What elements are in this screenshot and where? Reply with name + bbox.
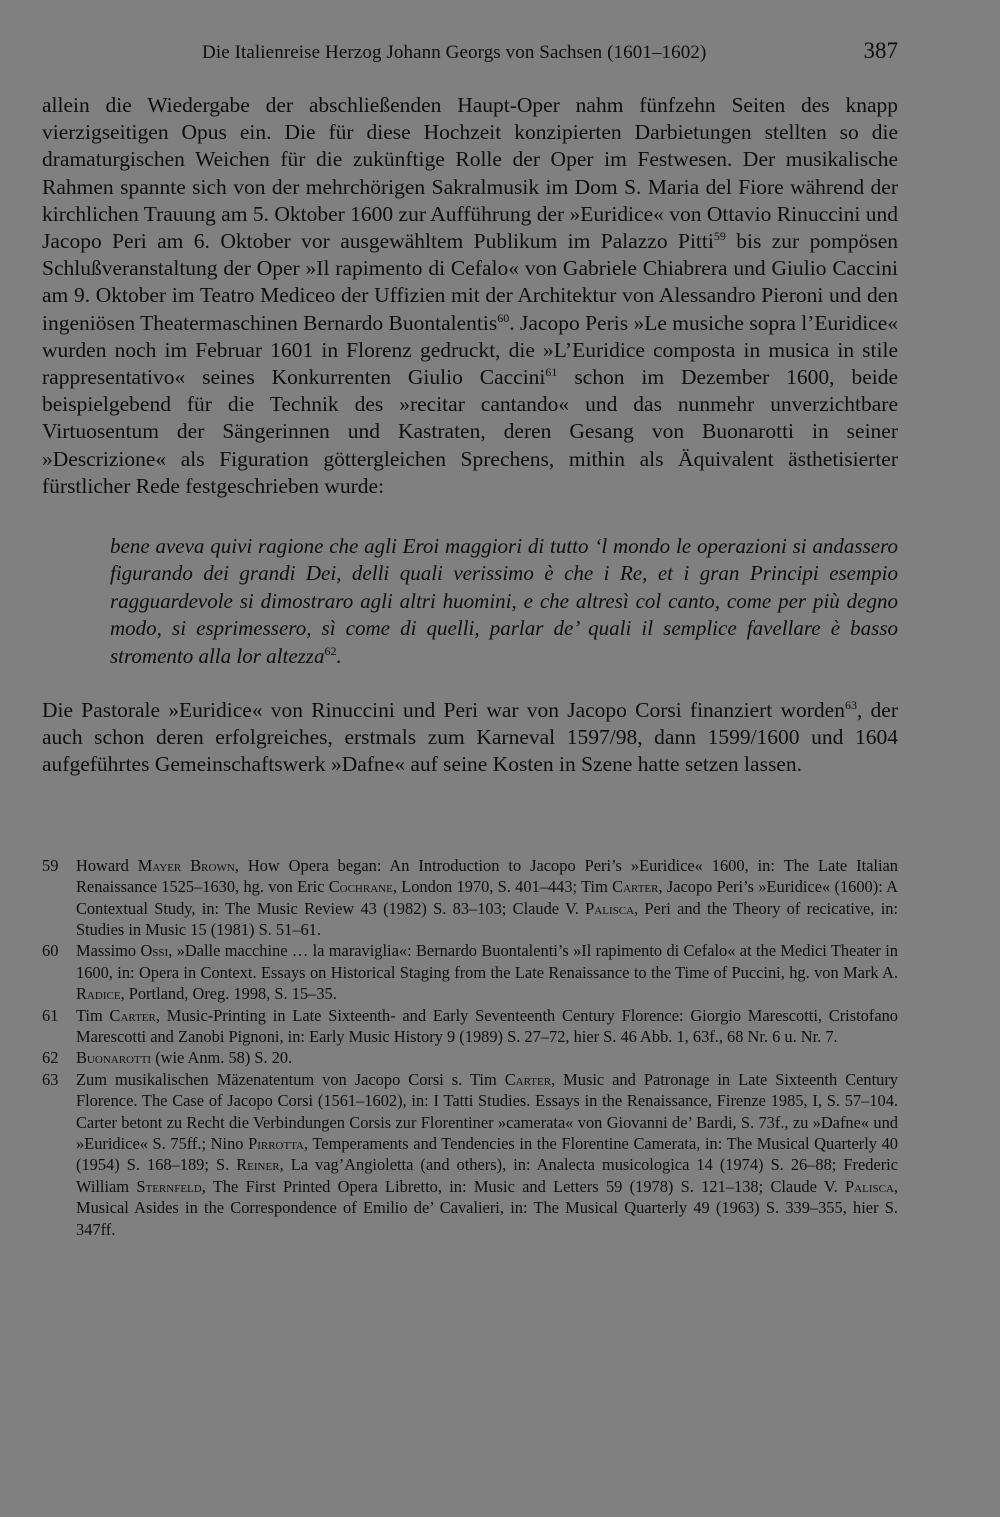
footnote-62	[42, 1047, 898, 1068]
paragraph-1-text-b: bis zur pompösen Schlußveranstaltung der Oper »Il rapimento di Cefalo« von Gabriele Chiabrera und Giulio Caccini am 9. Oktober im Teatro Mediceo der Uffizien mit der Architektur von Alessandro Pieroni und den ingeniösen Theatermaschinen Bernardo Buontalentis	[42, 229, 898, 335]
running-head-title: Die Italienreise Herzog Johann Georgs von Sachsen (1601–1602)	[202, 42, 707, 63]
author-name: Mayer Brown	[137, 855, 235, 875]
author-name: Pirrotta	[248, 1133, 304, 1153]
author-name: Reiner	[236, 1155, 280, 1175]
paragraph-1-text-a: allein die Wiedergabe der abschließenden Haupt-Oper nahm fünfzehn Seiten des knapp vierzigseitigen Opus ein. Die für diese Hochzeit konzipierten Darbietungen stellten so die dramaturgischen Weichen für die zukünftige Rolle der Oper im Festwesen. Der musikalische Rahmen spannte sich von der mehrchörigen Sakralmusik im Dom S. Maria del Fiore während der kirchlichen Trauung am 5. Oktober 1600 zur Aufführung der »Euridice« von Ottavio Rinuccini und Jacopo Peri am 6. Oktober vor ausgewähltem Publikum im Palazzo Pitti	[42, 93, 898, 254]
fn-text-part: , Portland, Oreg. 1998, S. 15–35.	[120, 984, 337, 1004]
footnote-text	[76, 1069, 898, 1240]
fn-text-part: Zum musikalischen Mäzenatentum von Jacopo Corsi s. Tim	[76, 1069, 505, 1089]
fn-text-part: Tim	[76, 1005, 110, 1025]
author-name: Sternfeld	[136, 1176, 202, 1196]
author-name: Radice	[76, 984, 121, 1004]
footnotes	[42, 855, 898, 1240]
author-name: Buonarotti	[76, 1048, 152, 1068]
paragraph-2-text-a: Die Pastorale »Euridice« von Rinuccini und Peri war von Jacopo Corsi finanziert worden	[42, 698, 845, 723]
fn-text-part: Howard	[76, 855, 138, 875]
footnote-number: 60	[42, 941, 59, 961]
fn-text-part: , Peri and the Theory of recicative, in: Studies in Music 15 (1981) S. 51–61.	[76, 898, 898, 939]
footnote-text	[76, 940, 898, 1004]
paragraph-2	[42, 697, 898, 779]
quote-end: .	[336, 643, 342, 668]
block-quote	[110, 533, 898, 670]
footnote-text	[76, 1047, 898, 1068]
fn-text-part: (wie Anm. 58) S. 20.	[151, 1048, 293, 1068]
author-name: Carter	[612, 877, 659, 897]
fn-text-part: , Temperaments and Tendencies in the Florentine Camerata, in: The Musical Quarterly 40 (1954) S. 168–189; S.	[76, 1133, 898, 1175]
footnote-61	[42, 1005, 898, 1048]
fn-text-part: Massimo	[76, 941, 141, 961]
author-name: Palisca	[845, 1176, 894, 1196]
fn-text-part: , Music and Patronage in Late Sixteenth Century Florence. The Case of Jacopo Corsi (1561–1602), in: I Tatti Studies. Essays in the Renaissance, Firenze 1985, I, S. 57–104. Carter betont zu Recht die Verbindungen Corsis zur Florentiner »camerata« von Giovanni de’ Bardi, S. 73f., zu »Dafne« und »Euridice« S. 75ff.; Nino	[76, 1069, 898, 1153]
paragraph-1-text-d: schon im Dezember 1600, beide beispielgebend für die Technik des »recitar cantando« und das nunmehr unverzichtbare Virtuosentum der Sängerinnen und Kastraten, deren Gesang von Buonarotti in seiner »Descrizione« als Figuration göttergleichen Sprechens, mithin als Äquivalent ästhetisierter fürstlicher Rede festgeschrieben wurde:	[42, 365, 899, 498]
fn-text-part: , How Opera began: An Introduction to Jacopo Peri’s »Euridice« 1600, in: The Late Italian Renaissance 1525–1630, hg. von Eric	[76, 855, 898, 897]
fn-text-part: , The First Printed Opera Libretto, in: Music and Letters 59 (1978) S. 121–138; Claude V.	[201, 1176, 846, 1196]
page	[42, 38, 898, 1240]
footnote-text	[76, 1005, 898, 1048]
note-ref-59: 59	[713, 228, 726, 243]
author-name: Cochrane	[328, 877, 393, 897]
fn-text-part: , Musical Asides in the Correspondence of Emilio de’ Cavalieri, in: The Musical Quarterly 49 (1963) S. 339–355, hier S. 347ff.	[76, 1176, 898, 1239]
author-name: Palisca	[585, 898, 635, 918]
footnote-number: 59	[42, 855, 59, 875]
note-ref-62: 62	[324, 643, 337, 658]
paragraph-2-text-b: , der auch schon deren erfolgreiches, erstmals zum Karneval 1597/98, dann 1599/1600 und 1604 aufgeführtes Gemeinschaftswerk »Dafne« auf seine Kosten in Szene hatte setzen lassen.	[42, 698, 898, 777]
note-ref-61: 61	[545, 364, 558, 379]
author-name: Ossi	[140, 941, 169, 961]
body-text	[42, 92, 898, 500]
fn-text-part: , Music-Printing in Late Sixteenth- and Early Seventeenth Century Florence: Giorgio Marescotti, Cristofano Marescotti and Zanobi Pignoni, in: Early Music History 9 (1989) S. 27–72, hier S. 46 Abb. 1, 63f., 68 Nr. 6 u. Nr. 7.	[76, 1005, 898, 1046]
footnote-60	[42, 940, 898, 1004]
footnote-number: 63	[42, 1069, 59, 1089]
fn-text-part: , La vag’Angioletta (and others), in: Analecta musicologica 14 (1974) S. 26–88; Frederic William	[76, 1155, 899, 1196]
page-number: 387	[863, 38, 898, 63]
fn-text-part: , »Dalle macchine … la maraviglia«: Bernardo Buontalenti’s »Il rapimento di Cefalo« at the Medici Theater in 1600, in: Opera in Context. Essays on Historical Staging from the Late Renaissance to the Time of Puccini, hg. von Mark A.	[76, 941, 898, 982]
fn-text-part: , Jacopo Peri’s »Euridice« (1600): A Contextual Study, in: The Music Review 43 (1982) S. 83–103; Claude V.	[76, 877, 898, 918]
note-ref-60: 60	[497, 310, 510, 325]
fn-text-part: , London 1970, S. 401–443; Tim	[392, 877, 613, 897]
note-ref-63: 63	[844, 697, 857, 712]
paragraph-1-text-c: . Jacopo Peris »Le musiche sopra l’Euridice« wurden noch im Februar 1601 in Florenz gedruckt, die »L’Euridice composta in musica in stile rappresentativo« seines Konkurrenten Giulio Caccini	[42, 310, 899, 390]
author-name: Carter	[504, 1069, 552, 1089]
footnote-number: 61	[42, 1005, 59, 1025]
footnote-text	[76, 855, 898, 941]
paragraph-1	[42, 92, 898, 500]
author-name: Carter	[109, 1005, 156, 1025]
footnote-63	[42, 1069, 898, 1240]
running-head	[42, 38, 898, 72]
quote-text: bene aveva quivi ragione che agli Eroi maggiori di tutto ‘l mondo le operazioni si andassero figurando dei grandi Dei, delli quali verissimo è che i Re, et i gran Principi esempio ragguardevole si dimostraro agli altri huomini, e che altresì col canto, come per più degno modo, si esprimessero, sì come di quelli, parlar de’ quali il semplice favellare è basso stromento alla lor altezza	[110, 534, 898, 668]
footnote-number: 62	[42, 1048, 59, 1068]
footnote-59	[42, 855, 898, 941]
